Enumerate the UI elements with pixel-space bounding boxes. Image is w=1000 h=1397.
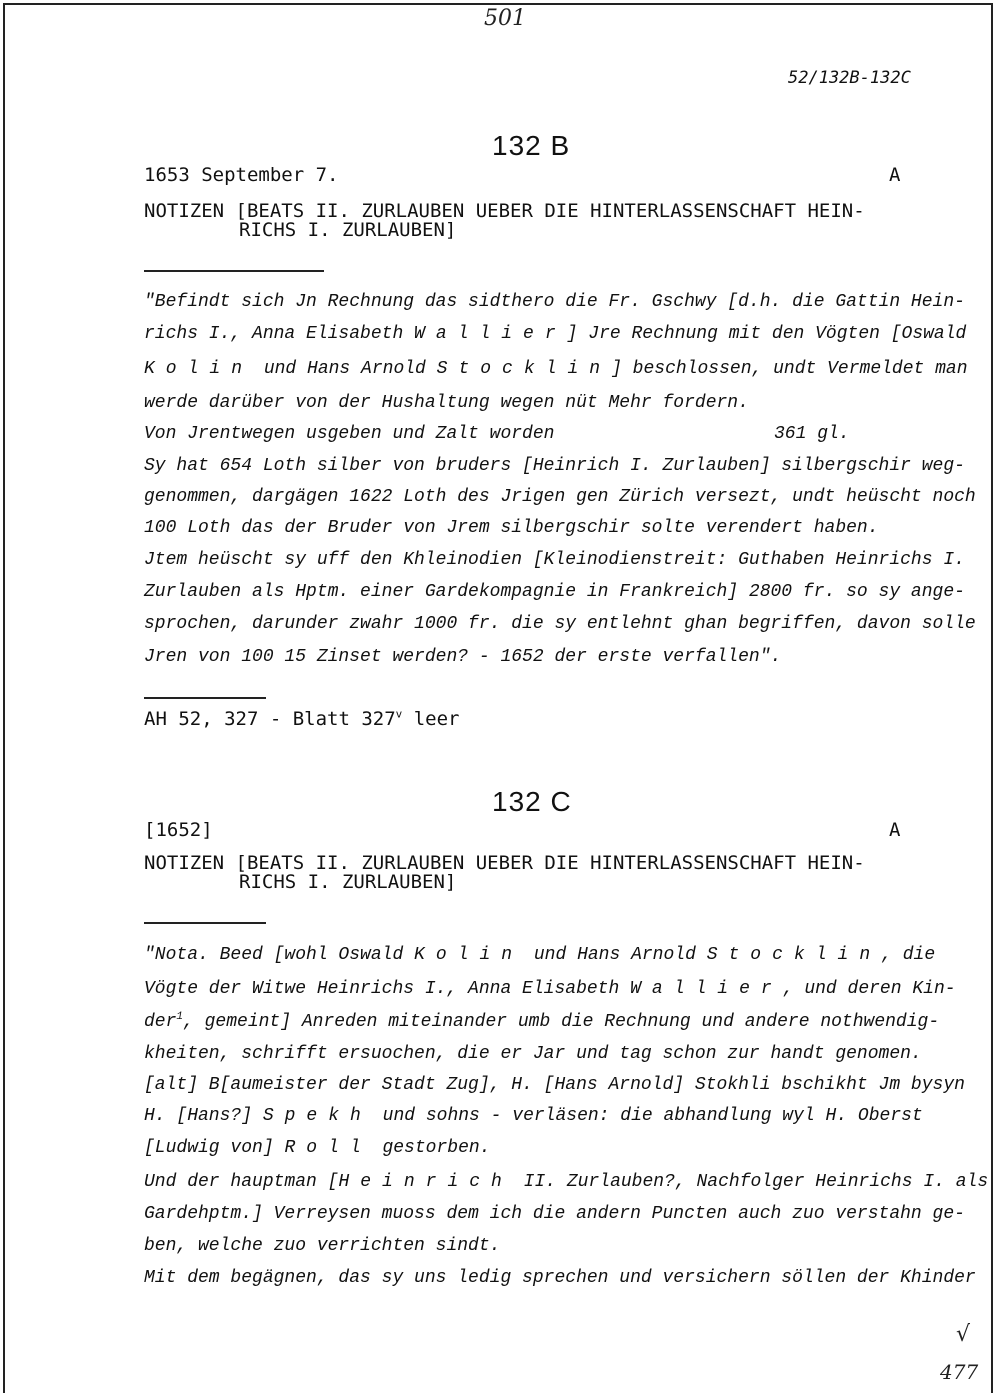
text-line: Jren von 100 15 Zinset werden? - 1652 der erste verfallen".: [144, 647, 782, 667]
text-line: Mit dem begägnen, das sy uns ledig sprechen und versichern söllen der Khinder: [144, 1268, 976, 1288]
entry-grade-132c: A: [889, 819, 901, 841]
amount-value: 361 gl.: [774, 424, 850, 444]
text-line: genommen, dargägen 1622 Loth des Jrigen gen Zürich versezt, undt heüscht noch: [144, 487, 976, 507]
text-line: Kolin und Hans Arnold Stocklin] beschlossen, undt Vermeldet man: [144, 359, 968, 379]
entry-number-132b: 132 B: [492, 130, 571, 161]
separator-rule: [144, 697, 266, 699]
text-line: Vögte der Witwe Heinrichs I., Anna Elisabeth Wallier, und deren Kin-: [144, 979, 956, 999]
text-line: werde darüber von der Hushaltung wegen nüt Mehr fordern.: [144, 393, 749, 413]
entry-date-132b: 1653 September 7.: [144, 164, 339, 186]
text-line: 100 Loth das der Bruder von Jrem silbergschir solte verendert haben.: [144, 518, 879, 538]
text-line: der$^1$, gemeint] Anreden miteinander umb die Rechnung und andere nothwendig-: [144, 1011, 940, 1032]
entry-date-132c: [1652]: [144, 819, 213, 841]
text-line: richs I., Anna Elisabeth Wallier] Jre Rechnung mit den Vögten [Oswald: [144, 324, 967, 344]
text-line: [Ludwig von] Roll gestorben.: [144, 1138, 491, 1158]
entry-title-132b-line1: NOTIZEN [BEATS II. ZURLAUBEN UEBER DIE HINTERLASSENSCHAFT HEIN-: [144, 200, 865, 222]
entry-title-132c-line2: RICHS I. ZURLAUBEN]: [239, 871, 457, 893]
entry-grade-132b: A: [889, 164, 901, 186]
separator-rule: [144, 270, 324, 272]
text-line: ben, welche zuo verrichten sindt.: [144, 1236, 501, 1256]
text-line: sprochen, darunder zwahr 1000 fr. die sy entlehnt ghan begriffen, davon solle: [144, 614, 976, 634]
text-line: [alt] B[aumeister der Stadt Zug], H. [Hans Arnold] Stokhli bschikht Jm bysyn: [144, 1075, 965, 1095]
text-line: "Befindt sich Jn Rechnung das sidthero die Fr. Gschwy [d.h. die Gattin Hein-: [144, 292, 965, 312]
entry-number-132c: 132 C: [492, 786, 572, 817]
text-line: Von Jrentwegen usgeben und Zalt worden: [144, 424, 555, 444]
check-mark-icon: √: [956, 1322, 971, 1347]
top-handwritten-mark: 501: [484, 6, 526, 31]
text-line: Sy hat 654 Loth silber von bruders [Heinrich I. Zurlauben] silbergschir weg-: [144, 456, 965, 476]
document-reference: 52/132B-132C: [788, 68, 911, 88]
text-line: Jtem heüscht sy uff den Khleinodien [Kleinodienstreit: Guthaben Heinrichs I.: [144, 550, 965, 570]
text-line: Gardehptm.] Verreysen muoss dem ich die andern Puncten auch zuo verstahn ge-: [144, 1204, 965, 1224]
handwritten-page-number: 477: [940, 1360, 979, 1384]
source-reference: AH 52, 327 - Blatt 327$^v$ leer: [144, 707, 460, 730]
text-line: Zurlauben als Hptm. einer Gardekompagnie in Frankreich] 2800 fr. so sy ange-: [144, 582, 965, 602]
text-line: kheiten, schrifft ersuochen, die er Jar und tag schon zur handt genomen.: [144, 1044, 922, 1064]
text-line: H. [Hans?] Spekh und sohns - verläsen: die abhandlung wyl H. Oberst: [144, 1106, 923, 1126]
entry-title-132b-line2: RICHS I. ZURLAUBEN]: [239, 219, 457, 241]
entry-title-132c-line1: NOTIZEN [BEATS II. ZURLAUBEN UEBER DIE HINTERLASSENSCHAFT HEIN-: [144, 852, 865, 874]
text-line: Und der hauptman [Heinrich II. Zurlauben?, Nachfolger Heinrichs I. als: [144, 1172, 989, 1192]
separator-rule: [144, 922, 266, 924]
text-line: "Nota. Beed [wohl Oswald Kolin und Hans Arnold Stocklin, die: [144, 945, 936, 965]
